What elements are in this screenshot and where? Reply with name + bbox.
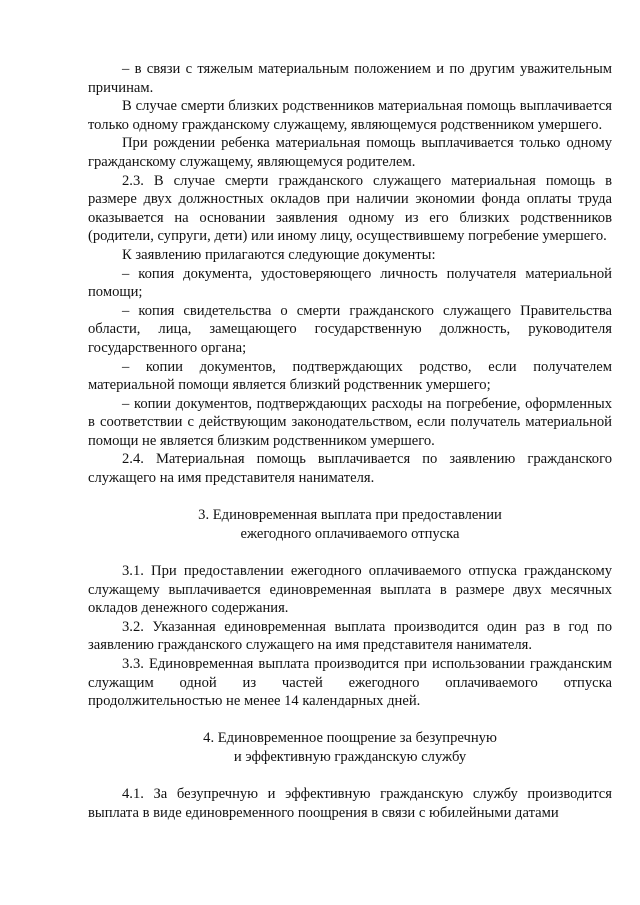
list-item-funeral-expenses: – копии документов, подтверждающих расходы на погребение, оформленных в соответствии с действующим законодательством, если получатель материальной помощи не является близким родственником умершего. [88,395,612,449]
paragraph-2-4: 2.4. Материальная помощь выплачивается по заявлению гражданского служащего на имя представителя нанимателя. [88,451,612,487]
paragraph-4-1: 4.1. За безупречную и эффективную гражданскую службу производится выплата в виде единовременного поощрения в связи с юбилейными датами [88,786,612,821]
section-4-heading-line-2: и эффективную гражданскую службу [233,748,467,765]
section-3-heading-line-2: ежегодного оплачиваемого отпуска [240,525,460,542]
spacer [88,543,612,562]
paragraph-child-birth: При рождении ребенка материальная помощь выплачивается только одному гражданскому служащему, являющемуся родителем. [88,135,612,170]
paragraph-3-1: 3.1. При предоставлении ежегодного оплачиваемого отпуска гражданскому служащему выплачивается единовременная выплата в размере двух месячных окладов денежного содержания. [88,563,612,617]
list-item-death-certificate: – копия свидетельства о смерти гражданского служащего Правительства области, лица, замещающего государственную должность, руководителя государственного органа; [88,302,612,356]
list-item-id-copy: – копия документа, удостоверяющего личность получателя материальной помощи; [88,265,612,301]
paragraph-hardship: – в связи с тяжелым материальным положением и по другим уважительным причинам. [88,61,612,96]
paragraph-3-3: 3.3. Единовременная выплата производится при использовании гражданским служащим одной из частей ежегодного оплачиваемого отпуска продолжительностью не менее 14 календарных дней. [88,656,612,710]
list-item-kinship-docs: – копии документов, подтверждающих родство, если получателем материальной помощи является близкий родственник умершего; [88,358,612,394]
paragraph-2-3: 2.3. В случае смерти гражданского служащего материальная помощь в размере двух должностных окладов при наличии экономии фонда оплаты труда оказывается на основании заявления одному из его близких родственников (родители, супруги, дети) или иному лицу, осуществившему погребение умершего. [88,172,612,245]
paragraph-documents-intro: К заявлению прилагаются следующие документы: [122,246,436,263]
spacer [88,488,612,507]
spacer [88,767,612,786]
paragraph-3-2: 3.2. Указанная единовременная выплата производится один раз в год по заявлению гражданского служащего на имя представителя нанимателя. [88,618,612,654]
spacer [88,711,612,730]
paragraph-relatives-death: В случае смерти близких родственников материальная помощь выплачивается только одному гражданскому служащему, являющемуся родственником умершего. [88,98,612,133]
section-3-heading-line-1: 3. Единовременная выплата при предоставлении [198,507,502,524]
section-4-heading-line-1: 4. Единовременное поощрение за безупречную [203,730,497,747]
